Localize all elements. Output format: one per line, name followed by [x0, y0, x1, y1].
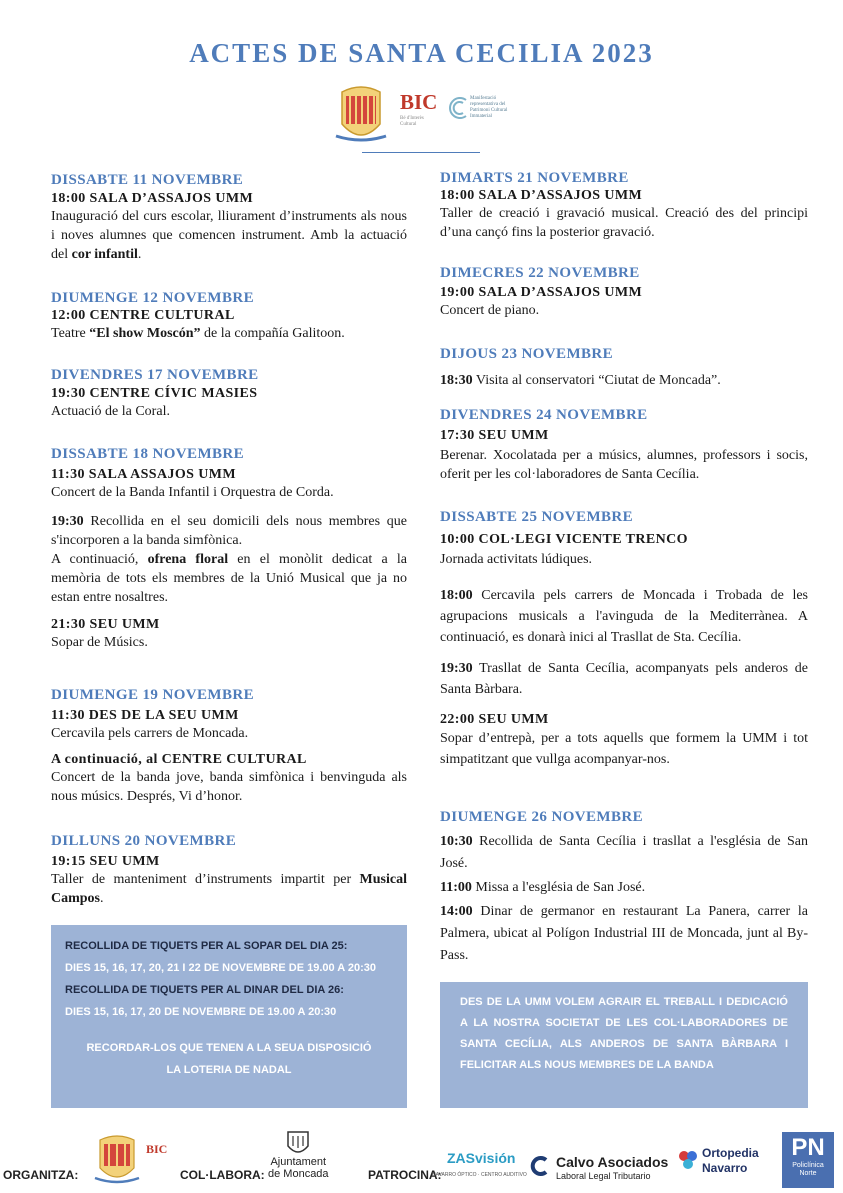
- calvo-mark-icon: [530, 1156, 550, 1176]
- thanks-info-box: DES DE LA UMM VOLEM AGRAIR EL TREBALL I DEDICACIÓ A LA NOSTRA SOCIETAT DE LES COL·LABORADORES DE SANTA CECÍLIA, ALS ANDEROS DE SANTA BÀRBARA I FELICITAR ALS NOUS MEMBRES DE LA BANDA: [440, 982, 808, 1108]
- event-heading: 19:15 SEU UMM: [51, 854, 160, 869]
- event-heading: 12:00 CENTRE CULTURAL: [51, 308, 235, 323]
- event-description: Sopar de Músics.: [51, 635, 148, 650]
- day-heading: DIMECRES 22 NOVEMBRE: [440, 265, 640, 281]
- event-description: 11:00 Missa a l'església de San José.: [440, 880, 646, 895]
- colabora-label: COL·LABORA:: [180, 1168, 265, 1182]
- event-heading: 19:00 SALA D’ASSAJOS UMM: [440, 285, 643, 300]
- day-heading: DISSABTE 25 NOVEMBRE: [440, 509, 634, 525]
- header-divider: [362, 152, 480, 153]
- header-logos: [330, 84, 520, 146]
- zasvision-logo: ZASvisión: [447, 1150, 516, 1166]
- event-heading: A continuació, al CENTRE CULTURAL: [51, 752, 307, 767]
- day-heading: DIMARTS 21 NOVEMBRE: [440, 170, 629, 186]
- harp-emblem-icon: [332, 84, 390, 146]
- event-heading: 10:00 COL·LEGI VICENTE TRENCO: [440, 532, 688, 547]
- event-description: 10:30 Recollida de Santa Cecília i trasllat a l'església de San José.: [440, 834, 808, 871]
- event-heading: 18:00 SALA D’ASSAJOS UMM: [51, 191, 254, 206]
- day-heading: DIUMENGE 19 NOVEMBRE: [51, 687, 255, 703]
- pci-caption: Manifestació representativa del Patrimoni Cultural Immaterial: [470, 96, 508, 119]
- event-dissabte-11: [51, 172, 407, 264]
- footer-sponsors: ORGANITZA: BIC COL·LABORA: Ajuntament de Moncada PATROCINA: ZASvisión NAVARRO ÓPTICO · CENTRO AUDITIVO Calvo Asociados Laboral Legal Tributario Ortopedia Navarro PN Policlínica Norte: [0, 1128, 843, 1188]
- event-dissabte-18: [51, 446, 407, 652]
- event-dissabte-25: [440, 509, 808, 770]
- event-description: Taller de creació i gravació musical. Creació des del principi d’una cançó fins la posterior gravació.: [440, 206, 808, 240]
- event-heading: 11:30 DES DE LA SEU UMM: [51, 708, 239, 723]
- day-heading: DIVENDRES 24 NOVEMBRE: [440, 407, 648, 423]
- event-dilluns-20: [51, 833, 407, 908]
- event-heading: 21:30 SEU UMM: [51, 617, 160, 632]
- harp-emblem-icon: [92, 1134, 142, 1186]
- event-description: Taller de manteniment d’instruments impartit per Musical Campos.: [51, 872, 407, 906]
- event-diumenge-12: [51, 290, 407, 343]
- event-heading: 22:00 SEU UMM: [440, 712, 549, 727]
- event-description: A continuació, ofrena floral en el monòlit dedicat a la memòria de tots els membres de la Unió Musical que ja no estan entre nosaltres.: [51, 552, 407, 605]
- ajuntament-logo: Ajuntament de Moncada: [268, 1156, 329, 1180]
- event-dijous-23: [440, 346, 808, 390]
- day-heading: DISSABTE 18 NOVEMBRE: [51, 446, 245, 462]
- box-line: RECOLLIDA DE TIQUETS PER AL DINAR DEL DIA 26:: [65, 984, 344, 996]
- day-heading: DIVENDRES 17 NOVEMBRE: [51, 367, 259, 383]
- patrocina-label: PATROCINA:: [368, 1168, 442, 1182]
- event-description: Sopar d’entrepà, per a tots aquells que formem la UMM i tot simpatitzant que vullga acompanyar-nos.: [440, 731, 808, 767]
- page-title: ACTES DE SANTA CECILIA 2023: [189, 38, 654, 68]
- event-heading: 17:30 SEU UMM: [440, 428, 549, 443]
- event-description: Cercavila pels carrers de Moncada.: [51, 726, 249, 741]
- organitza-label: ORGANITZA:: [3, 1168, 79, 1182]
- day-heading: DISSABTE 11 NOVEMBRE: [51, 172, 244, 188]
- event-divendres-17: [51, 367, 407, 421]
- day-heading: DIUMENGE 26 NOVEMBRE: [440, 809, 644, 825]
- event-description: Berenar. Xocolatada per a músics, alumnes, professors i socis, oferit per les col·laboradores de Santa Cecília.: [440, 448, 808, 482]
- day-heading: DIUMENGE 12 NOVEMBRE: [51, 290, 255, 306]
- ortopedia-mark-icon: [676, 1148, 700, 1174]
- event-dimecres-22: [440, 265, 808, 320]
- bic-caption: Bé d'Interès Cultural: [400, 116, 424, 127]
- event-description: Concert de la Banda Infantil i Orquestra de Corda.: [51, 485, 334, 500]
- event-description: Actuació de la Coral.: [51, 404, 170, 419]
- event-description: 18:00 Cercavila pels carrers de Moncada i Trobada de les agrupacions musicals a l'avinguda de la Mediterrànea. A continuació, es donarà inici al Trasllat de Sta. Cecília.: [440, 588, 808, 645]
- bic-small-logo: BIC: [146, 1142, 168, 1156]
- policlinica-norte-logo: PN Policlínica Norte: [782, 1132, 834, 1188]
- event-description: Concert de la banda jove, banda simfònica i benvinguda als nous músics. Després, Vi d’honor.: [51, 770, 407, 804]
- day-heading: DILLUNS 20 NOVEMBRE: [51, 833, 237, 849]
- box-line: RECOLLIDA DE TIQUETS PER AL SOPAR DEL DIA 25:: [65, 940, 348, 952]
- event-heading: 11:30 SALA ASSAJOS UMM: [51, 467, 236, 482]
- ajuntament-crest-icon: [284, 1128, 312, 1158]
- event-description: Inauguració del curs escolar, lliurament d’instruments als nous i noves alumnes que comencen instrument. Amb la actuació del cor infantil.: [51, 209, 407, 262]
- event-heading: 19:30 CENTRE CÍVIC MASIES: [51, 386, 258, 401]
- event-heading: 18:00 SALA D’ASSAJOS UMM: [440, 188, 643, 203]
- event-dimarts-21: [440, 170, 808, 242]
- event-description: Concert de piano.: [440, 303, 540, 318]
- box-line: DIES 15, 16, 17, 20, 21 I 22 DE NOVEMBRE DE 19.00 A 20:30: [65, 962, 377, 974]
- event-description: Teatre “El show Moscón” de la compañía Galitoon.: [51, 326, 345, 341]
- event-description: 14:00 Dinar de germanor en restaurant La Panera, carrer la Palmera, ubicat al Polígon Industrial III de Moncada, junt al By-Pass.: [440, 904, 808, 963]
- event-description: 18:30 Visita al conservatori “Ciutat de Moncada”.: [440, 373, 721, 388]
- box-line: DIES 15, 16, 17, 20 DE NOVEMBRE DE 19.00 A 20:30: [65, 1006, 337, 1018]
- zasvision-caption: NAVARRO ÓPTICO · CENTRO AUDITIVO: [432, 1172, 527, 1178]
- event-divendres-24: [440, 407, 808, 484]
- event-diumenge-19: [51, 687, 407, 806]
- event-description: 19:30 Recollida en el seu domicili dels nous membres que s'incorporen a la banda simfònica.: [51, 514, 407, 548]
- event-description: Jornada activitats lúdiques.: [440, 552, 593, 567]
- tickets-info-box: [51, 925, 407, 1108]
- bic-logo: BIC: [400, 90, 438, 114]
- box-line: RECORDAR-LOS QUE TENEN A LA SEUA DISPOSICIÓ LA LOTERIA DE NADAL: [86, 1042, 372, 1076]
- event-description: 19:30 Trasllat de Santa Cecília, acompanyats pels anderos de Santa Bàrbara.: [440, 661, 808, 697]
- event-diumenge-26: [440, 809, 808, 967]
- day-heading: DIJOUS 23 NOVEMBRE: [440, 346, 614, 362]
